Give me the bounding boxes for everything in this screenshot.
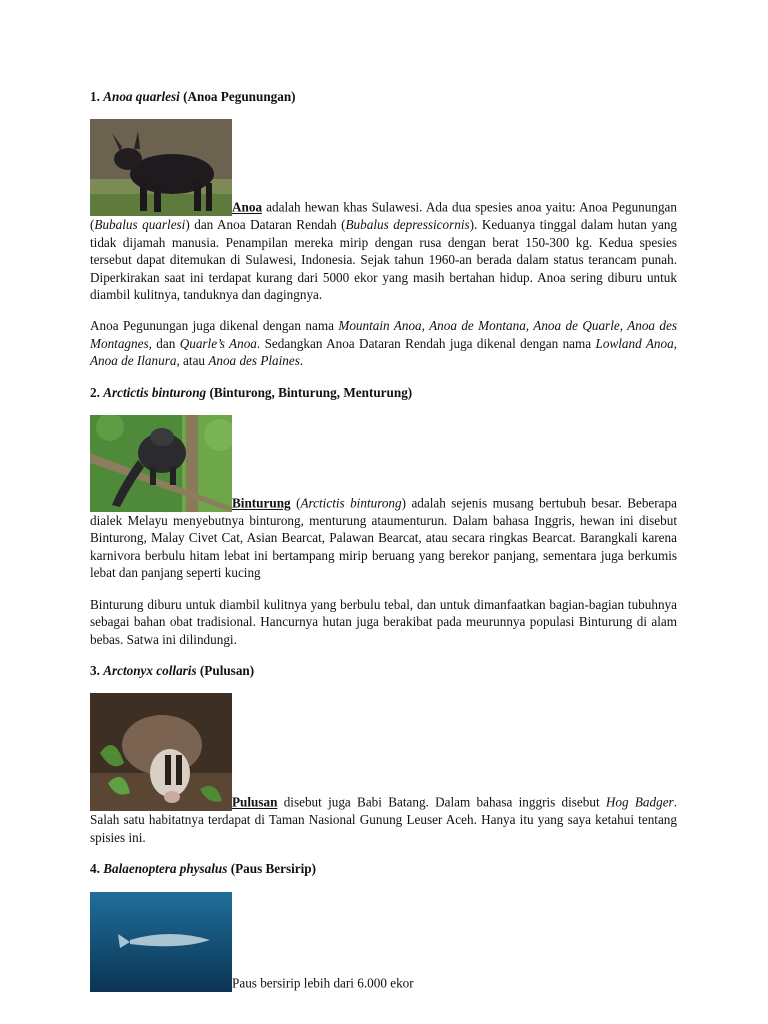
text: ) adalah sejenis musang bertubuh besar. Beberapa dialek Melayu menyebutnya binturong, menturung ataumenturun. Dalam bahasa Inggris, hewan ini disebut Binturong, Malay Civet Cat, Asian Bearcat, Palawan Bearcat, atau secara ringkas Bearcat. Barangkali karena karnivora berbulu hitam lebat ini bertampang mirip beruang yang berekor panjang, sementara juga berkumis lebat dan panjang seperti kucing bbox=[90, 495, 677, 581]
section-number: 3. bbox=[90, 662, 100, 678]
section-heading bbox=[90, 860, 677, 877]
section-pulusan bbox=[90, 662, 677, 846]
paragraph bbox=[90, 415, 677, 582]
text: . Salah satu habitatnya terdapat di Taman Nasional Gunung Leuser Aceh. Hanya itu yang saya ketahui tentang spisies ini. bbox=[90, 794, 677, 845]
text: adalah hewan khas Sulawesi. Ada dua spesies anoa yaitu: Anoa Pegunungan ( bbox=[90, 200, 677, 233]
scientific-name: Arctonyx collaris bbox=[103, 662, 197, 678]
section-paus bbox=[90, 860, 677, 991]
italic-text: Quarle’s Anoa bbox=[179, 335, 257, 351]
common-name: (Pulusan) bbox=[199, 662, 255, 678]
text: ) dan Anoa Dataran Rendah ( bbox=[185, 217, 346, 233]
section-anoa bbox=[90, 88, 677, 370]
binturong-photo bbox=[90, 415, 232, 512]
common-name: (Anoa Pegunungan) bbox=[183, 89, 296, 104]
italic-text: Hog Badger bbox=[605, 794, 674, 810]
section-number: 1. bbox=[90, 89, 100, 104]
italic-text: Arctictis binturong bbox=[300, 495, 402, 511]
paragraph bbox=[90, 693, 677, 846]
scientific-name: Arctictis binturong bbox=[103, 384, 207, 400]
common-name: (Binturong, Binturung, Menturung) bbox=[209, 384, 413, 400]
term-link[interactable]: Anoa bbox=[232, 200, 263, 215]
text: dan bbox=[151, 335, 180, 351]
paragraph bbox=[90, 317, 677, 369]
italic-text: Anoa des Plaines bbox=[208, 353, 300, 369]
text: , bbox=[673, 335, 677, 351]
text: Paus bersirip lebih dari 6.000 ekor bbox=[232, 975, 414, 991]
section-number: 4. bbox=[90, 861, 100, 877]
paragraph bbox=[90, 892, 677, 992]
paragraph bbox=[90, 119, 677, 303]
section-heading bbox=[90, 88, 677, 105]
text: ). Keduanya tinggal dalam hutan yang tidak dijamah manusia. Penampilan mereka mirip dengan rusa dengan berat 150-300 kg. Kedua spesies tersebut dapat ditemukan di Sulawesi, Indonesia. Sejak tahun 1960-an berada dalam status terancam punah. Diperkirakan saat ini terdapat kurang dari 5000 ekor yang masih bertahan hidup. Anoa sering diburu untuk diambil kulitnya, tanduknya dan dagingnya. bbox=[90, 217, 678, 303]
whale-photo bbox=[90, 892, 232, 992]
text: , atau bbox=[176, 353, 209, 369]
text: . Sedangkan Anoa Dataran Rendah juga dikenal dengan nama bbox=[256, 335, 596, 351]
text: disebut juga Babi Batang. Dalam bahasa inggris disebut bbox=[277, 794, 606, 810]
scientific-name: Anoa quarlesi bbox=[103, 89, 180, 104]
italic-text: Anoa de Ilanura bbox=[90, 353, 177, 369]
term-link[interactable]: Pulusan bbox=[232, 794, 278, 810]
common-name: (Paus Bersirip) bbox=[230, 861, 317, 877]
italic-text: Lowland Anoa bbox=[595, 335, 674, 351]
section-binturong bbox=[90, 384, 677, 648]
paragraph: Binturung diburu untuk diambil kulitnya yang berbulu tebal, dan untuk dimanfaatkan bagian-bagian tubuhnya sebagai bahan obat tradisional. Hancurnya hutan juga berakibat pada meurunnya populasi Binturung di alam bebas. Satwa ini dilindungi. bbox=[90, 596, 677, 647]
scientific-name: Balaenoptera physalus bbox=[103, 861, 228, 877]
text: Anoa Pegunungan juga dikenal dengan nama bbox=[90, 318, 339, 334]
section-number: 2. bbox=[90, 384, 100, 400]
section-heading bbox=[90, 662, 677, 679]
term-link[interactable]: Binturung bbox=[232, 495, 291, 511]
document-page bbox=[90, 88, 677, 1006]
anoa-photo bbox=[90, 119, 232, 216]
italic-text: Mountain Anoa, Anoa de Montana, Anoa de Quarle, Anoa des Montagnes, bbox=[90, 318, 677, 351]
section-heading bbox=[90, 384, 677, 401]
text: ( bbox=[290, 495, 301, 511]
text: . bbox=[299, 353, 304, 369]
italic-text: Bubalus depressicornis bbox=[345, 217, 470, 233]
pulusan-photo bbox=[90, 693, 232, 811]
italic-text: Bubalus quarlesi bbox=[94, 217, 186, 233]
